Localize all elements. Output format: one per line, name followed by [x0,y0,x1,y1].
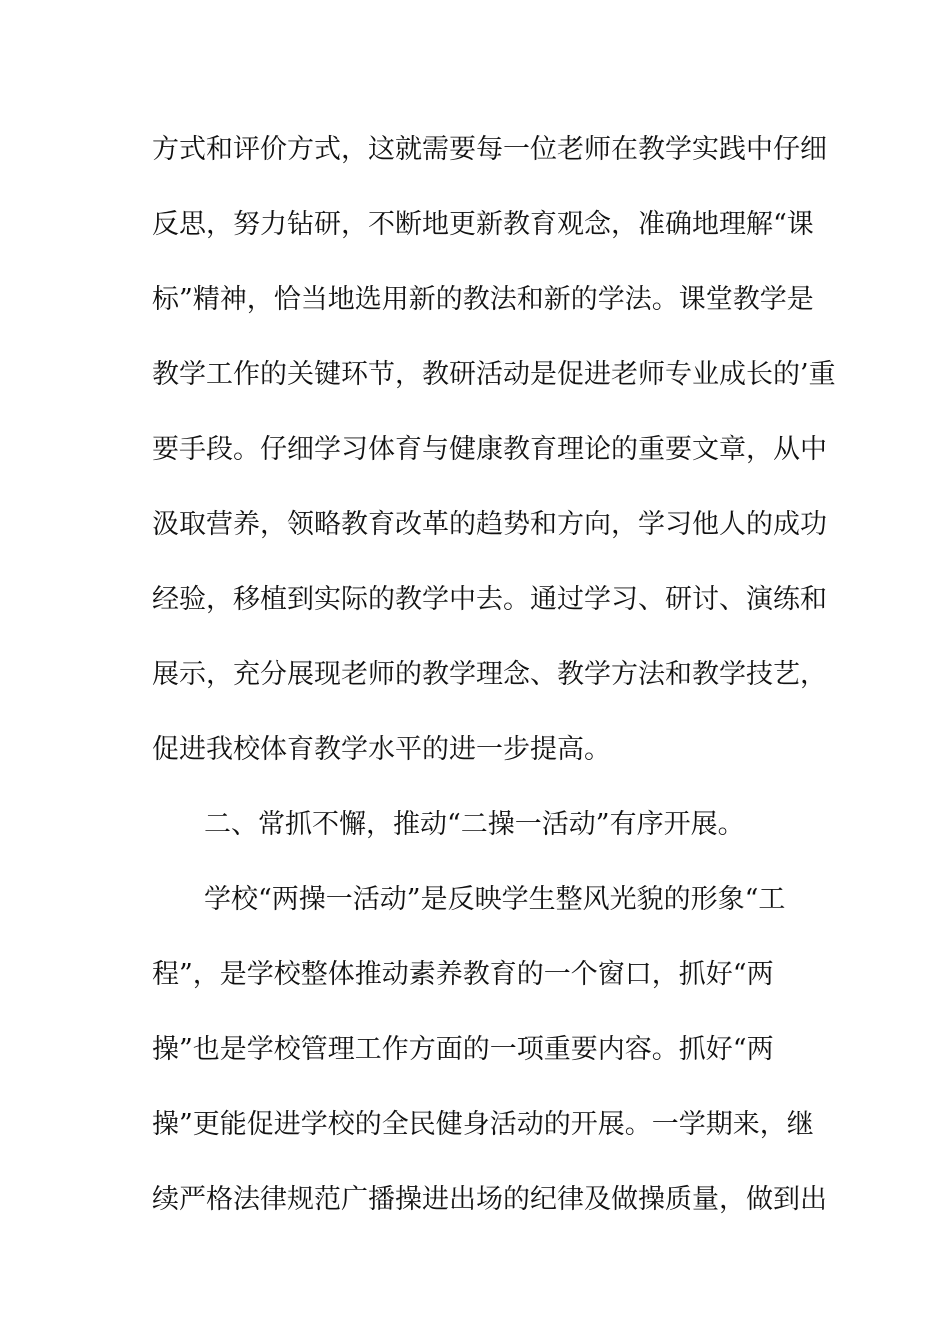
paragraph-line: 反思，努力钻研，不断地更新教育观念，准确地理解“课 [152,209,814,240]
paragraph-line: 操”也是学校管理工作方面的一项重要内容。抓好“两 [152,1034,774,1065]
paragraph-line: 续严格法律规范广播操进出场的纪律及做操质量，做到出 [152,1184,827,1215]
section-heading: 二、常抓不懈，推动“二操一活动”有序开展。 [204,809,745,840]
paragraph-line: 汲取营养，领略教育改革的趋势和方向，学习他人的成功 [152,509,827,540]
paragraph-line: 促进我校体育教学水平的进一步提高。 [152,734,611,765]
paragraph-line: 学校“两操一活动”是反映学生整风光貌的形象“工 [204,884,786,915]
paragraph-line: 程”，是学校整体推动素养教育的一个窗口，抓好“两 [152,959,774,990]
paragraph-line: 方式和评价方式，这就需要每一位老师在教学实践中仔细 [152,134,827,165]
paragraph-line: 经验，移植到实际的教学中去。通过学习、研讨、演练和 [152,584,827,615]
paragraph-line: 展示，充分展现老师的教学理念、教学方法和教学技艺， [152,659,827,690]
paragraph-line: 教学工作的关键环节，教研活动是促进老师专业成长的’重 [152,359,836,390]
paragraph-line: 操”更能促进学校的全民健身活动的开展。一学期来，继 [152,1109,814,1140]
paragraph-line: 要手段。仔细学习体育与健康教育理论的重要文章，从中 [152,434,827,465]
paragraph-line: 标”精神，恰当地选用新的教法和新的学法。课堂教学是 [152,284,814,315]
